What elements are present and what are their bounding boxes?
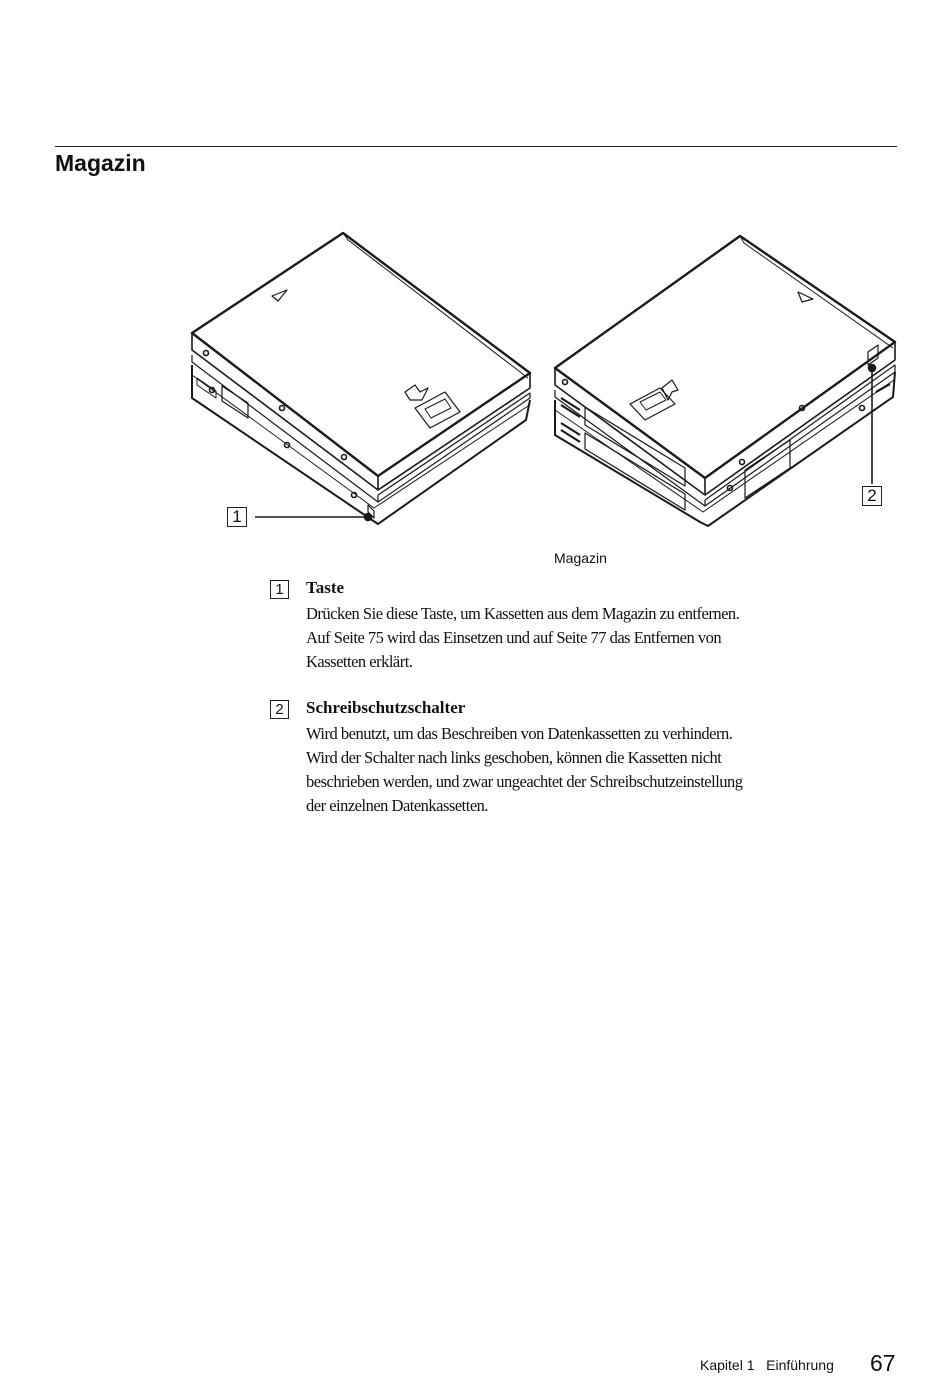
item-heading: Schreibschutzschalter (306, 698, 466, 717)
item-number: 1 (270, 580, 289, 599)
item-heading: Taste (306, 578, 345, 597)
description-line: Auf Seite 75 wird das Einsetzen und auf Seite 77 das Entfernen von (306, 628, 722, 647)
left-magazine-drawing (192, 233, 530, 524)
description-line: der einzelnen Datenkassetten. (306, 796, 489, 815)
description-line: Wird benutzt, um das Beschreiben von Datenkassetten zu verhindern. (306, 724, 733, 743)
magazine-figure (0, 0, 950, 560)
callout-2: 2 (862, 486, 882, 506)
footer-chapter: Kapitel 1 Einführung (700, 1357, 834, 1373)
section-title: Magazin (55, 150, 146, 176)
magazine-illustration (0, 0, 950, 560)
item-number: 2 (270, 700, 289, 719)
description-line: Wird der Schalter nach links geschoben, können die Kassetten nicht (306, 748, 722, 767)
page-number: 67 (870, 1350, 896, 1376)
figure-caption: Magazin (554, 550, 607, 566)
callout-1: 1 (227, 507, 247, 527)
description-line: Drücken Sie diese Taste, um Kassetten aus dem Magazin zu entfernen. (306, 604, 740, 623)
right-magazine-drawing (555, 236, 895, 526)
description-line: Kassetten erklärt. (306, 652, 413, 671)
item-description (306, 602, 846, 674)
description-line: beschrieben werden, und zwar ungeachtet der Schreibschutzeinstellung (306, 772, 743, 791)
item-description (306, 722, 846, 818)
